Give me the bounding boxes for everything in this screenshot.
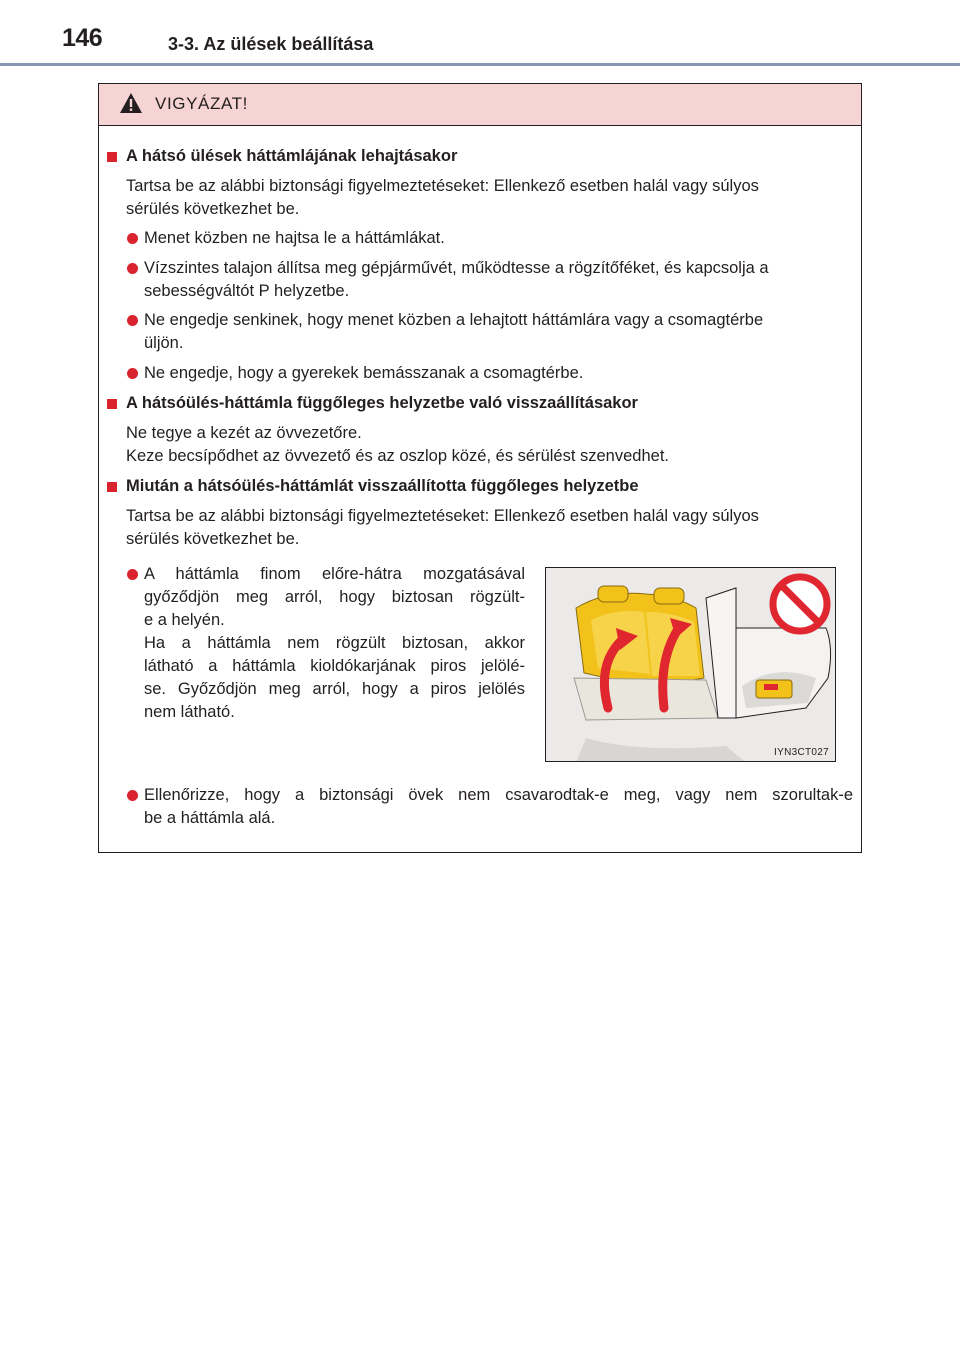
- caution-title: VIGYÁZAT!: [155, 94, 248, 113]
- header-rule: [0, 63, 960, 66]
- seat-illustration: [546, 568, 836, 762]
- bullet-text: sebességváltót P helyzetbe.: [144, 282, 350, 300]
- bullet-dot-icon: [127, 790, 138, 801]
- bullet-text: Menet közben ne hajtsa le a háttámlákat.: [144, 229, 445, 247]
- section-text: Ne tegye a kezét az övvezetőre.: [126, 424, 362, 442]
- bullet-dot-icon: [127, 315, 138, 326]
- section-text: sérülés következhet be.: [126, 200, 300, 218]
- bullet-dot-icon: [127, 569, 138, 580]
- bullet-text: üljön.: [144, 334, 184, 352]
- caution-header: [99, 84, 861, 126]
- bullet-text: nem látható.: [144, 703, 235, 721]
- bullet-text: Vízszintes talajon állítsa meg gépjárművét, működtesse a rögzítőféket, és kapcsolja a: [144, 259, 769, 277]
- section-text: Tartsa be az alábbi biztonsági figyelmeztetéseket: Ellenkező esetben halál vagy súlyos: [126, 507, 759, 525]
- section-text: Keze becsípődhet az övvezető és az oszlop közé, és sérülést szenvedhet.: [126, 447, 669, 465]
- bullet-text: se. Győződjön meg arról, hogy a piros jelölés: [144, 680, 525, 698]
- section-heading: A hátsó ülések háttámlájának lehajtásakor: [126, 147, 458, 165]
- bullet-text: Ellenőrizze, hogy a biztonsági övek nem csavarodtak-e meg, vagy nem szorultak-e: [144, 786, 853, 804]
- bullet-dot-icon: [127, 233, 138, 244]
- bullet-text: Ha a háttámla nem rögzült biztosan, akkor: [144, 634, 525, 652]
- bullet-text: e a helyén.: [144, 611, 225, 629]
- bullet-dot-icon: [127, 368, 138, 379]
- bullet-text: A háttámla finom előre-hátra mozgatásával: [144, 565, 525, 583]
- bullet-text: győződjön meg arról, hogy biztosan rögzült-: [144, 588, 525, 606]
- section-text: Tartsa be az alábbi biztonsági figyelmeztetéseket: Ellenkező esetben halál vagy súlyos: [126, 177, 759, 195]
- page-header: [0, 0, 960, 70]
- section-heading: Miután a hátsóülés-háttámlát visszaállította függőleges helyzetbe: [126, 477, 639, 495]
- section-square-icon: [107, 152, 117, 162]
- bullet-text: Ne engedje, hogy a gyerekek bemásszanak a csomagtérbe.: [144, 364, 584, 382]
- bullet-text: látható a háttámla kioldókarjának piros jelölé-: [144, 657, 525, 675]
- bullet-dot-icon: [127, 263, 138, 274]
- prohibited-icon: [773, 577, 827, 631]
- section-square-icon: [107, 482, 117, 492]
- section-text: sérülés következhet be.: [126, 530, 300, 548]
- section-title: 3-3. Az ülések beállítása: [168, 34, 374, 54]
- page-number: 146: [62, 24, 103, 52]
- bullet-text: be a háttámla alá.: [144, 809, 276, 827]
- section-heading: A hátsóülés-háttámla függőleges helyzetbe való visszaállításakor: [126, 394, 638, 412]
- seat-figure: [545, 567, 836, 762]
- section-square-icon: [107, 399, 117, 409]
- warning-triangle-icon: [119, 92, 143, 114]
- figure-label: IYN3CT027: [774, 747, 829, 758]
- bullet-text: Ne engedje senkinek, hogy menet közben a lehajtott háttámlára vagy a csomagtérbe: [144, 311, 764, 329]
